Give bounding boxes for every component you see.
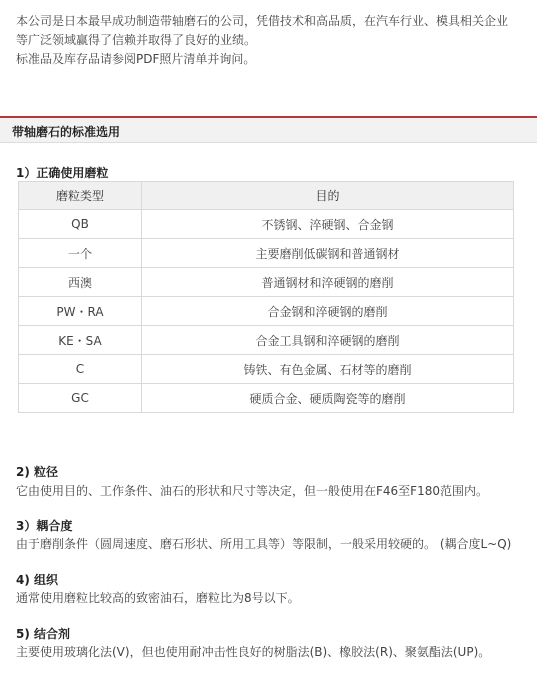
grain-size-heading: 2) 粒径 <box>16 465 59 479</box>
structure-heading: 4) 组织 <box>16 573 59 587</box>
intro-line-1: 本公司是日本最早成功制造带轴磨石的公司，凭借技术和高品质，在汽车行业、模具相关企业 <box>16 14 509 28</box>
structure-text: 通常使用磨粒比较高的致密油石，磨粒比为8号以下。 <box>16 591 300 605</box>
binder-text: 主要使用玻璃化法(V)，但也使用耐冲击性良好的树脂法(B)、橡胶法(R)、聚氨酯法(UP)。 <box>16 645 491 659</box>
table-row <box>19 210 514 239</box>
table-row <box>19 268 514 297</box>
purpose-cell: 铸铁、有色金属、石材等的磨削 <box>142 355 514 384</box>
purpose-cell: 合金工具钢和淬硬钢的磨削 <box>142 326 514 355</box>
grit-type-cell: 西澳 <box>19 268 142 297</box>
table-header-purpose: 目的 <box>142 182 514 210</box>
table-row <box>19 239 514 268</box>
grit-type-heading: 1）正确使用磨粒 <box>16 166 109 180</box>
grit-type-cell: GC <box>19 384 142 413</box>
section-title: 带轴磨石的标准选用 <box>12 125 121 139</box>
table-header-grit-type: 磨粒类型 <box>19 182 142 210</box>
table-row <box>19 326 514 355</box>
grit-type-cell: C <box>19 355 142 384</box>
grit-type-cell: PW・RA <box>19 297 142 326</box>
grain-size-text: 它由使用目的、工作条件、油石的形状和尺寸等决定，但一般使用在F46至F180范围内。 <box>16 484 488 498</box>
table-row <box>19 297 514 326</box>
intro-text <box>16 12 526 69</box>
binder-heading: 5) 结合剂 <box>16 627 71 641</box>
table-row <box>19 355 514 384</box>
intro-line-2: 等广泛领域赢得了信赖并取得了良好的业绩。 <box>16 33 257 47</box>
purpose-cell: 不锈钢、淬硬钢、合金钢 <box>142 210 514 239</box>
bond-degree-heading: 3）耦合度 <box>16 519 73 533</box>
purpose-cell: 普通钢材和淬硬钢的磨削 <box>142 268 514 297</box>
purpose-cell: 主要磨削低碳钢和普通钢材 <box>142 239 514 268</box>
grit-type-cell: KE・SA <box>19 326 142 355</box>
purpose-cell: 硬质合金、硬质陶瓷等的磨削 <box>142 384 514 413</box>
table-row <box>19 384 514 413</box>
grit-type-table <box>18 181 514 413</box>
intro-line-3: 标准品及库存品请参阅PDF照片清单并询问。 <box>16 52 256 66</box>
grit-type-cell: QB <box>19 210 142 239</box>
bond-degree-text: 由于磨削条件（圆周速度、磨石形状、所用工具等）等限制，一般采用较硬的。 (耦合度L~Q) <box>16 537 512 551</box>
table-header-row <box>19 182 514 210</box>
grit-type-cell: 一个 <box>19 239 142 268</box>
purpose-cell: 合金钢和淬硬钢的磨削 <box>142 297 514 326</box>
section-header <box>0 116 537 143</box>
